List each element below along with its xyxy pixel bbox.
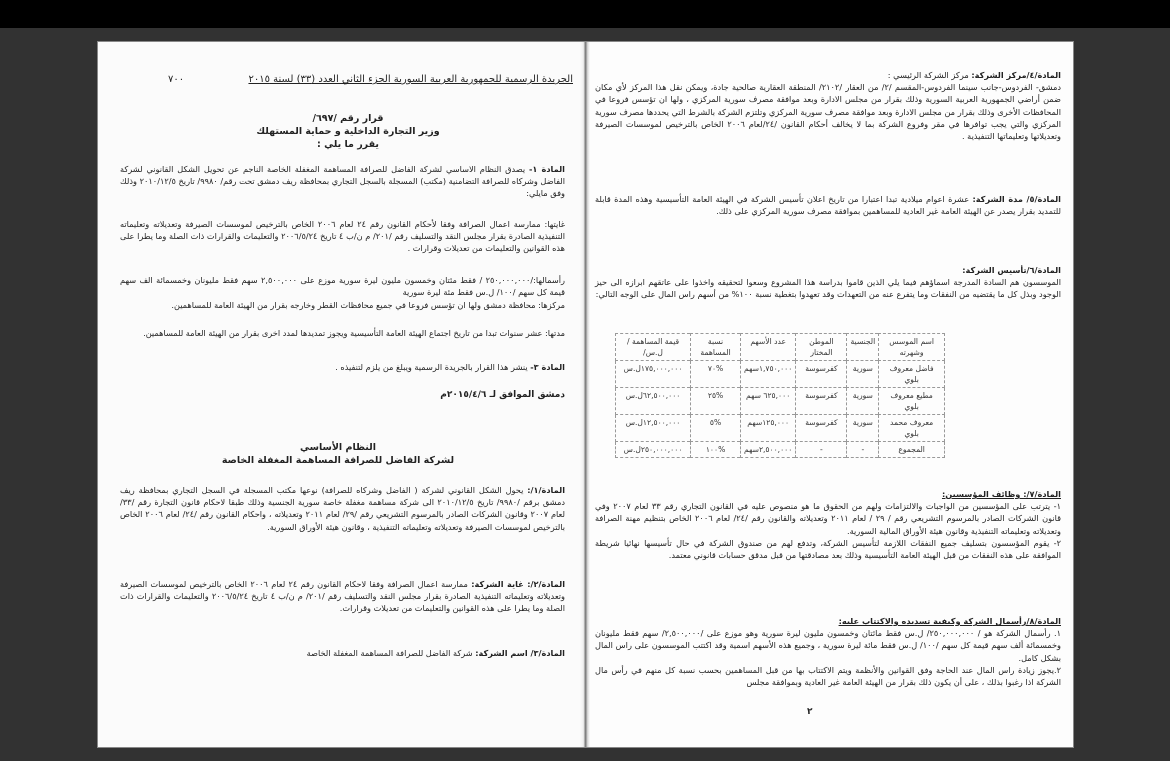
- page-number: ٧٠٠: [168, 74, 185, 85]
- decree-heading: [158, 112, 538, 151]
- bylaw-2-label: المادة/٢/: غاية الشركة:: [471, 579, 566, 589]
- header-nationality: الجنسية: [847, 334, 879, 361]
- cell-value: ١٧٥,٠٠٠,٠٠٠ل.س: [616, 361, 691, 388]
- cell-nationality: -: [847, 442, 879, 458]
- table-header-row: [616, 334, 945, 361]
- cell-value: ٦٢,٥٠٠,٠٠٠ل.س: [616, 388, 691, 415]
- cell-value: ٢٥٠,٠٠٠,٠٠٠ل.س: [616, 442, 691, 458]
- article-1: [120, 163, 565, 200]
- bylaws-subtitle: لشركة الفاضل للصرافة المساهمة المغفلة الخاصة: [221, 455, 455, 466]
- duration-paragraph: مدتها: عشر سنوات تبدا من تاريخ اجتماع الهيئة العامة التأسيسية ويجوز تمديدها لمدد اخرى بقرار من الهيئة العامة للمساهمين.: [143, 328, 565, 338]
- cell-value: ١٢,٥٠٠,٠٠٠ل.س: [616, 415, 691, 442]
- bylaw-4-intro: مركز الشركة الرئيسي :: [887, 70, 969, 80]
- cell-ratio: %٢٥: [691, 388, 741, 415]
- bylaw-1: [120, 484, 565, 533]
- cell-nationality: سورية: [847, 388, 879, 415]
- running-header: [168, 74, 573, 85]
- cell-shares: ١٢٥,٠٠٠سهم: [741, 415, 796, 442]
- bylaw-6: [595, 264, 1061, 301]
- decree-issuer: وزير التجارة الداخلية و حماية المستهلك: [256, 126, 440, 137]
- capital-paragraph: رأسمالها:/٢٥٠,٠٠٠,٠٠٠ / فقط مئتان وخمسون مليون ليرة سورية موزع على ٢,٥٠٠,٠٠٠ سهم فقط مليونان وخمسمائة الف سهم قيمة كل سهم /١٠٠/ ل.س فقط مئة ليرة سورية: [120, 275, 565, 298]
- cell-nationality: سورية: [847, 415, 879, 442]
- decree-number: قرار رقم /٦٩٧/: [312, 113, 384, 124]
- article-1-text: يصدق النظام الاساسي لشركة الفاضل للصرافة المساهمة المغفلة الخاصة الناجم عن تحويل الشكل القانوني لشركة الفاضل وشركاه للصرافة التضامنية (مكتب) المسجلة بالسجل التجاري بمحافظة ريف دمشق تحت رقم/ ٩٩٨٠/ تاريخ ٢٠١٠/١٢/٥ وذلك وفق مايلي:: [120, 164, 565, 199]
- header-value: قيمة المساهمة /ل.س/: [616, 334, 691, 361]
- bylaw-1-text: يحول الشكل القانوني لشركة ( الفاضل وشركاه للصرافة) نوعها مكتب المسجلة في السجل التجاري بمحافظة ريف دمشق برقم /٩٩٨٠/ تاريخ ٢٠١٠/١٢/٥ الى شركة مساهمة مغفلة خاصة سورية الجنسية وذلك طبقا لاحكام قانون التجارة رقم /٣٣/ لعام ٢٠٠٧ وقانون الشركات الصادر بالمرسوم التشريعي رقم /٢٩/ لعام ٢٠١١ وتعديلاته ، واحكام القانون رقم /٢٤/ لعام ٢٠٠٦ الخاص بالترخيص لموسسات الصيرفة وتعديلاته وتعليماته التنفيذية ، وقانون هيئة الأوراق السورية.: [120, 485, 565, 532]
- decree-decides: يقرر ما يلي :: [316, 139, 379, 150]
- bylaw-7-label: المادة/٧/: وظائف المؤسسين:: [941, 489, 1061, 499]
- cell-ratio: %٥: [691, 415, 741, 442]
- header-domicile: الموطن المختار: [796, 334, 847, 361]
- bylaw-5-text: عشرة اعوام ميلادية تبدا اعتبارا من تاريخ اعلان تأسيس الشركة في الهيئة العامة التأسيسية وهذه المدة قابلة للتمديد بقرار يصدر عن الهيئة العامة غير العادية للمساهمين بموافقة مصرف سورية المركزي على ذلك.: [595, 194, 1061, 217]
- purpose-paragraph: غايتها: ممارسة اعمال الصرافة وفقا لأحكام القانون رقم ٢٤ لعام ٢٠٠٦ الخاص بالترخيص لموسسات الصيرفة وتعديلاته وتعليماته التنفيذية الصادرة بقرار مجلس النقد والتسليف رقم /٢٠١/ م ن/ب ٤ تاريخ ٢٠٠٦/٥/٢٤ والتعليمات والقرارات ذات الصلة وما يطرا على هذه القوانين والتعليمات من تعديلات وقرارات .: [120, 219, 566, 254]
- footer-page-number: ٢: [807, 707, 813, 717]
- cell-ratio: %٧٠: [691, 361, 741, 388]
- bylaw-7: [595, 488, 1061, 561]
- bylaw-5: [595, 193, 1061, 217]
- bylaw-2-text: ممارسة اعمال الصرافة وفقا لاحكام القانون رقم ٢٤ لعام ٢٠٠٦ الخاص بالترخيص لموسسات الصيرفة وتعديلاته وتعليماته التنفيذية الصادرة بقرار مجلس النقد والتسليف رقم /٢٠١/ م ن/ب ٤ تاريخ ٢٠٠٦/٥/٢٤ والتعليمات والقرارات ذات الصلة وما يطرا على هذه القوانين والتعليمات من تعديلات وقرارات.: [120, 579, 566, 614]
- bylaw-8-item-2: ٢.يجوز زيادة راس المال عند الحاجة وفق القوانين والأنظمة ويتم الاكتتاب بها من قبل المساهمين بحسب نسبة كل منهم في رأس مال الشركة اذا رغبوا بذلك ، على أن يكون ذلك بقرار من الهيئة العامة غير العادية وبموافقة مجلس: [595, 664, 1061, 688]
- gazette-title: الجريدة الرسمية للجمهورية العربية السورية الجزء الثاني العدد (٣٣) لسنة ٢٠١٥: [248, 74, 573, 85]
- cell-domicile: -: [796, 442, 847, 458]
- header-founder-name: اسم الموسس وشهرته: [879, 334, 945, 361]
- table-row: [616, 415, 945, 442]
- bylaw-2: [120, 578, 565, 615]
- article-3: [120, 361, 565, 373]
- document-spread: [98, 42, 1073, 747]
- cell-shares: ٦٢٥,٠٠٠ سهم: [741, 388, 796, 415]
- cell-domicile: كفرسوسة: [796, 388, 847, 415]
- bylaw-6-text: الموسسون هم السادة المدرجة اسماؤهم فيما يلي الذين قاموا بدراسة هذا المشروع وسعوا لتحقيقه واخذوا على عاتقهم ابرازه الى حيز الوجود وبذل كل ما يقتضيه من النفقات وما يتفرع عنه من التعهدات وقد تعهدوا بتغطية نسبة ١٠٠% من أسهم راس المال على الوجه التالي:: [595, 277, 1061, 300]
- article-3-label: المادة ٣-: [530, 362, 565, 372]
- bylaw-4: [595, 69, 1061, 142]
- cell-nationality: سورية: [847, 361, 879, 388]
- header-ratio: نسبة المساهمة: [691, 334, 741, 361]
- cell-founder-name: مطيع معروف بلوي: [879, 388, 945, 415]
- viewer-top-bar: [0, 0, 1170, 28]
- cell-total-label: المجموع: [879, 442, 945, 458]
- cell-domicile: كفرسوسة: [796, 361, 847, 388]
- article-3-text: ينشر هذا القرار بالجريدة الرسمية ويبلغ من يلزم لتنفيذه .: [335, 362, 528, 372]
- cell-founder-name: فاضل معروف بلوي: [879, 361, 945, 388]
- cell-domicile: كفرسوسة: [796, 415, 847, 442]
- cell-ratio: %١٠٠: [691, 442, 741, 458]
- bylaw-7-item-2: ٢- يقوم المؤسسون بتسليف جميع النفقات اللازمة لتأسيس الشركة، وتدفع لهم من صندوق الشركة في حال تأسيسها نهائيا شريطة الموافقة على هذه النفقات من قبل الهيئة العامة التأسيسية وذلك بعد مصادقتها من قبل مدقق حسابات قانوني معتمد.: [595, 537, 1061, 561]
- bylaw-6-label: المادة/٦/تأسيس الشركة:: [962, 265, 1061, 275]
- header-shares: عدد الأسهم: [741, 334, 796, 361]
- left-page: [98, 42, 585, 747]
- bylaw-4-label: المادة/٤/مركز الشركة:: [971, 70, 1061, 80]
- bylaw-1-label: المادة/١/:: [527, 485, 566, 495]
- right-page: [585, 42, 1073, 747]
- bylaw-8-label: المادة/٨/رأسمال الشركة وكيفية تسديده والاكتتاب عليه:: [838, 616, 1061, 626]
- founders-table: [615, 333, 945, 458]
- signoff-date: دمشق الموافق لـ ٢٠١٥/٤/٦م: [440, 390, 565, 400]
- cell-founder-name: معروف محمد بلوي: [879, 415, 945, 442]
- bylaw-3: [120, 647, 565, 659]
- bylaw-4-text: دمشق- الفردوس-جانب سينما الفردوس-المقسم /٢/ من العقار /٢١٠٢/ المنطقة العقارية صالحية جادة، ويمكن نقل هذا المركز لأي مكان ضمن أراضي الجمهورية العربية السورية وذلك بقرار من مجلس الادارة وبعد موافقة مصرف سورية المركزي ، ولها ان تؤسس فروعا في المحافظات الأخرى وذلك بقرار من مجلس الادارة وبعد موافقة مصرف سورية المركزي وتلتزم الشركة بالشرط التي يحددها مصرف سورية المركزي والتي يجب توافرها في مقر وفروع الشركة بما لا يخالف أحكام القانون /٢٤/لعام ٢٠٠٦ الخاص بالترخيص لموسسات الصيرفة وتعديلاتها وتعليماتها التنفيذية .: [595, 82, 1061, 142]
- bylaw-3-label: المادة/٣/ اسم الشركة:: [475, 648, 565, 658]
- cell-shares: ٢,٥٠٠,٠٠٠سهم: [741, 442, 796, 458]
- table-row: [616, 361, 945, 388]
- bylaw-8: [595, 615, 1061, 688]
- book-spine-shadow: [580, 42, 590, 747]
- cell-shares: ١,٧٥٠,٠٠٠سهم: [741, 361, 796, 388]
- bylaw-8-item-1: ١. رأسمال الشركة هو / ٢٥٠,٠٠٠,٠٠٠/ ل.س فقط مائتان وخمسون مليون ليرة سورية وهو موزع على /٢,٥٠٠,٠٠٠/ سهم فقط مليونان وخمسمائة ألف سهم قيمة كل سهم /١٠٠/ ل.س فقط مائة ليرة سورية ، وجميع هذه الأسهم اسمية وقد اكتتب الموسسون على راس المال بشكل كامل.: [595, 628, 1062, 663]
- bylaw-3-text: شركة الفاضل للصرافة المساهمة المغفلة الخاصة: [306, 648, 473, 658]
- bylaw-5-label: المادة/٥/ مدة الشركة:: [972, 194, 1061, 204]
- table-row: [616, 388, 945, 415]
- bylaw-7-item-1: ١- يترتب على المؤسسين من الواجبات والالتزامات ولهم من الحقوق ما هو منصوص عليه في القانون التجاري رقم ٣٣ لعام ٢٠٠٧ وفي قانون الشركات الصادر بالمرسوم التشريعي رقم / ٢٩ / لعام ٢٠١١ وتعديلاته والقانون رقم /٢٤/ لعام ٢٠٠٦ الخاص بتنظيم مهنة الصرافة وتعديلاته وتعليماته التنفيذية وقانون هيئة الأوراق المالية السورية.: [595, 501, 1062, 536]
- table-total-row: [616, 442, 945, 458]
- article-1-label: المادة ١-: [529, 164, 565, 174]
- hq-paragraph: مركزها: محافظة دمشق ولها ان تؤسس فروعا في جميع محافظات القطر وخارجه بقرار من الهيئة العامة للمساهمين.: [171, 300, 565, 310]
- bylaws-title: النظام الأساسي: [300, 442, 376, 453]
